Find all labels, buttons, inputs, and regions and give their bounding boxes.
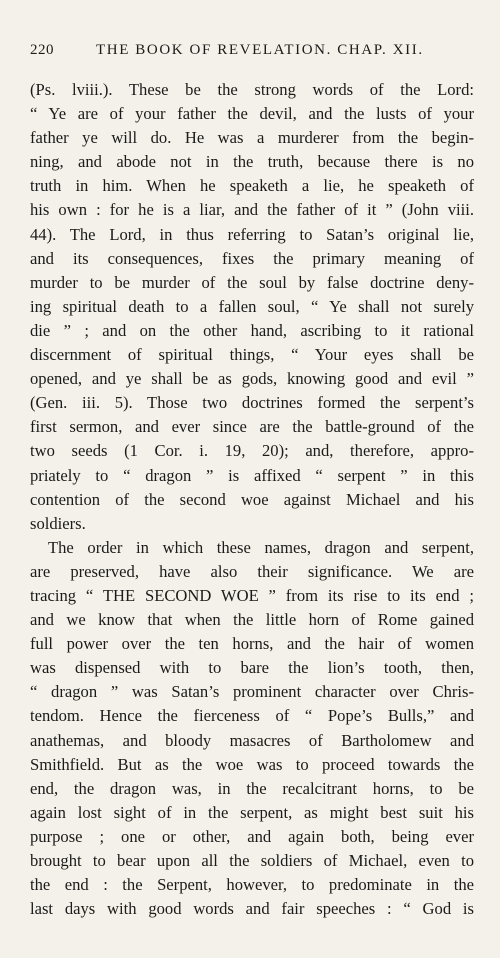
text-line: “ Ye are of your father the devil, and the lusts of your xyxy=(30,104,474,124)
text-line: priately to “ dragon ” is affixed “ serpent ” in this xyxy=(30,465,474,485)
text-line: tracing “ THE SECOND WOE ” from its rise to its end ; xyxy=(30,585,474,605)
text-line: brought to bear upon all the soldiers of Michael, even to xyxy=(30,851,474,870)
text-line: soldiers. xyxy=(30,513,86,533)
body-text xyxy=(30,78,474,921)
text-line: purpose ; one or other, and again both, being ever xyxy=(30,826,474,846)
text-line: his own : for he is a liar, and the father of it ” (John viii. xyxy=(30,200,474,220)
text-line: first sermon, and ever since are the battle-ground of the xyxy=(30,417,474,437)
text-line: was dispensed with to bare the lion’s tooth, then, xyxy=(30,658,474,678)
text-line: ing spiritual death to a fallen soul, “ Ye shall not surely xyxy=(30,296,474,316)
text-line: and its consequences, fixes the primary meaning of xyxy=(30,248,474,268)
text-line: Smithfield. But as the woe was to proceed towards the xyxy=(30,754,474,774)
text-line: last days with good words and fair speeches : “ God is xyxy=(30,899,474,919)
text-line: 44). The Lord, in thus referring to Satan’s original lie, xyxy=(30,224,474,244)
text-line: tendom. Hence the fierceness of “ Pope’s Bulls,” and xyxy=(30,706,474,726)
text-line: (Ps. lviii.). These be the strong words of the Lord: xyxy=(30,80,474,99)
text-line: truth in him. When he speaketh a lie, he speaketh of xyxy=(30,176,474,196)
text-line: contention of the second woe against Michael and his xyxy=(30,489,474,509)
text-line: anathemas, and bloody masacres of Bartholomew and xyxy=(30,730,474,750)
text-line: (Gen. iii. 5). Those two doctrines formed the serpent’s xyxy=(30,393,474,413)
text-line: ning, and abode not in the truth, because there is no xyxy=(30,152,474,172)
text-line: and we know that when the little horn of Rome gained xyxy=(30,610,474,630)
text-line: father ye will do. He was a murderer from the begin- xyxy=(30,128,474,148)
text-line: end, the dragon was, in the recalcitrant horns, to be xyxy=(30,778,474,798)
text-line: discernment of spiritual things, “ Your eyes shall be xyxy=(30,345,474,365)
running-head: THE BOOK OF REVELATION. CHAP. XII. xyxy=(96,42,424,58)
page-number: 220 xyxy=(30,42,54,58)
text-line: The order in which these names, dragon and serpent, xyxy=(48,537,474,557)
text-line: opened, and ye shall be as gods, knowing good and evil ” xyxy=(30,369,474,389)
text-line: die ” ; and on the other hand, ascribing to it rational xyxy=(30,320,474,340)
page-header xyxy=(28,42,478,64)
text-line: the end : the Serpent, however, to predominate in the xyxy=(30,875,474,895)
text-line: are preserved, have also their significance. We are xyxy=(30,561,474,581)
text-line: murder to be murder of the soul by false doctrine deny- xyxy=(30,272,474,292)
text-line: two seeds (1 Cor. i. 19, 20); and, therefore, appro- xyxy=(30,441,474,461)
text-line: again lost sight of in the serpent, as might best suit his xyxy=(30,802,474,822)
text-line: “ dragon ” was Satan’s prominent character over Chris- xyxy=(30,682,474,702)
text-line: full power over the ten horns, and the hair of women xyxy=(30,634,474,654)
